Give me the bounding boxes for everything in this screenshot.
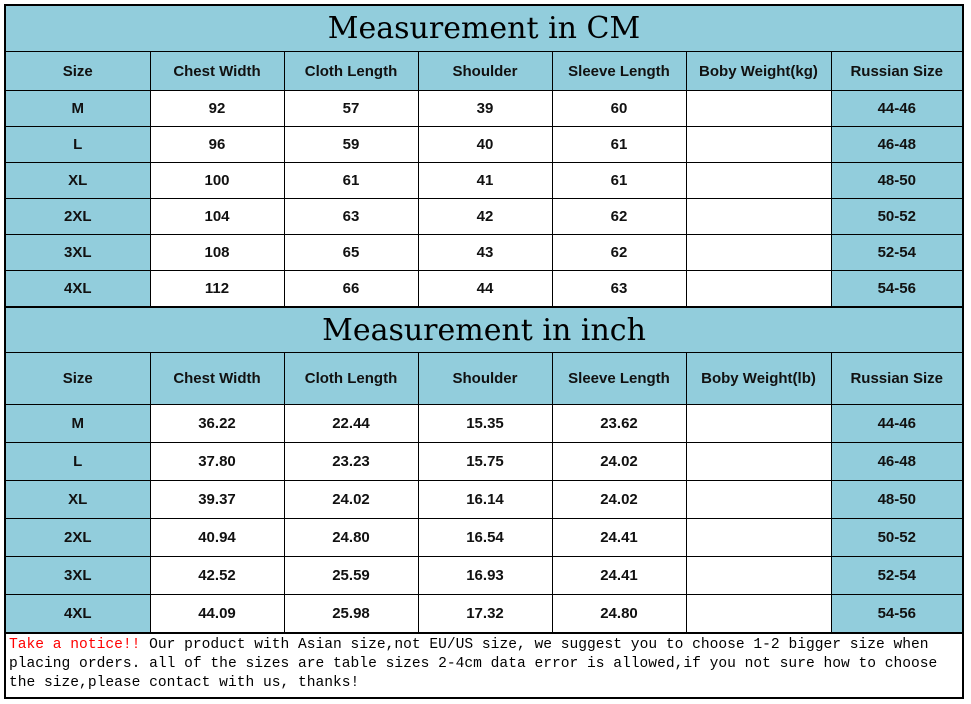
- sleeve-length-cell: 24.41: [552, 557, 686, 595]
- header-chest-width: Chest Width: [150, 52, 284, 91]
- header-russian-size: Russian Size: [831, 353, 962, 405]
- russian-size-cell: 52-54: [831, 235, 962, 271]
- chest-width-cell: 112: [150, 271, 284, 307]
- sleeve-length-cell: 24.41: [552, 519, 686, 557]
- size-cell: XL: [6, 163, 150, 199]
- body-weight-cell: [686, 443, 831, 481]
- cloth-length-cell: 63: [284, 199, 418, 235]
- chest-width-cell: 104: [150, 199, 284, 235]
- cloth-length-cell: 23.23: [284, 443, 418, 481]
- chest-width-cell: 96: [150, 127, 284, 163]
- russian-size-cell: 48-50: [831, 481, 962, 519]
- table-row: [6, 235, 962, 271]
- table-row: [6, 271, 962, 307]
- shoulder-cell: 17.32: [418, 595, 552, 633]
- shoulder-cell: 43: [418, 235, 552, 271]
- shoulder-cell: 16.93: [418, 557, 552, 595]
- header-body-weight: Boby Weight(kg): [686, 52, 831, 91]
- russian-size-cell: 50-52: [831, 199, 962, 235]
- header-size: Size: [6, 52, 150, 91]
- table-row: [6, 443, 962, 481]
- russian-size-cell: 52-54: [831, 557, 962, 595]
- shoulder-cell: 16.54: [418, 519, 552, 557]
- russian-size-cell: 54-56: [831, 595, 962, 633]
- size-chart: [4, 4, 964, 699]
- size-cell: 4XL: [6, 271, 150, 307]
- size-cell: 3XL: [6, 235, 150, 271]
- size-cell: L: [6, 443, 150, 481]
- cloth-length-cell: 22.44: [284, 405, 418, 443]
- size-cell: 3XL: [6, 557, 150, 595]
- body-weight-cell: [686, 595, 831, 633]
- body-weight-cell: [686, 199, 831, 235]
- size-notice: [6, 633, 962, 695]
- body-weight-cell: [686, 519, 831, 557]
- shoulder-cell: 44: [418, 271, 552, 307]
- chest-width-cell: 36.22: [150, 405, 284, 443]
- cloth-length-cell: 24.02: [284, 481, 418, 519]
- header-shoulder: Shoulder: [418, 353, 552, 405]
- table-row: [6, 595, 962, 633]
- table-row: [6, 405, 962, 443]
- header-cloth-length: Cloth Length: [284, 353, 418, 405]
- body-weight-cell: [686, 163, 831, 199]
- header-shoulder: Shoulder: [418, 52, 552, 91]
- cm-table-title: Measurement in CM: [6, 6, 962, 52]
- shoulder-cell: 15.35: [418, 405, 552, 443]
- body-weight-cell: [686, 271, 831, 307]
- chest-width-cell: 108: [150, 235, 284, 271]
- notice-text: Our product with Asian size,not EU/US size, we suggest you to choose 1-2 bigger size when placing orders. all of the sizes are table sizes 2-4cm data error is allowed,if you not sure how to choose the size,please contact with us, thanks!: [9, 637, 938, 691]
- russian-size-cell: 50-52: [831, 519, 962, 557]
- size-cell: 4XL: [6, 595, 150, 633]
- sleeve-length-cell: 62: [552, 199, 686, 235]
- body-weight-cell: [686, 127, 831, 163]
- size-cell: 2XL: [6, 199, 150, 235]
- size-cell: 2XL: [6, 519, 150, 557]
- body-weight-cell: [686, 405, 831, 443]
- sleeve-length-cell: 60: [552, 91, 686, 127]
- russian-size-cell: 44-46: [831, 405, 962, 443]
- chest-width-cell: 92: [150, 91, 284, 127]
- sleeve-length-cell: 63: [552, 271, 686, 307]
- cloth-length-cell: 25.59: [284, 557, 418, 595]
- sleeve-length-cell: 61: [552, 127, 686, 163]
- chest-width-cell: 100: [150, 163, 284, 199]
- table-row: [6, 163, 962, 199]
- cloth-length-cell: 57: [284, 91, 418, 127]
- shoulder-cell: 15.75: [418, 443, 552, 481]
- size-cell: L: [6, 127, 150, 163]
- header-russian-size: Russian Size: [831, 52, 962, 91]
- chest-width-cell: 42.52: [150, 557, 284, 595]
- table-row: [6, 91, 962, 127]
- cloth-length-cell: 65: [284, 235, 418, 271]
- russian-size-cell: 44-46: [831, 91, 962, 127]
- table-row: [6, 557, 962, 595]
- table-row: [6, 481, 962, 519]
- inch-header-row: [6, 353, 962, 405]
- chest-width-cell: 39.37: [150, 481, 284, 519]
- cm-size-table: [6, 52, 962, 307]
- russian-size-cell: 46-48: [831, 443, 962, 481]
- size-cell: XL: [6, 481, 150, 519]
- cloth-length-cell: 66: [284, 271, 418, 307]
- cloth-length-cell: 61: [284, 163, 418, 199]
- sleeve-length-cell: 24.02: [552, 481, 686, 519]
- russian-size-cell: 46-48: [831, 127, 962, 163]
- table-row: [6, 127, 962, 163]
- shoulder-cell: 39: [418, 91, 552, 127]
- body-weight-cell: [686, 235, 831, 271]
- chest-width-cell: 40.94: [150, 519, 284, 557]
- shoulder-cell: 41: [418, 163, 552, 199]
- header-chest-width: Chest Width: [150, 353, 284, 405]
- header-cloth-length: Cloth Length: [284, 52, 418, 91]
- table-row: [6, 199, 962, 235]
- header-body-weight: Boby Weight(lb): [686, 353, 831, 405]
- inch-table-title: Measurement in inch: [6, 307, 962, 353]
- cloth-length-cell: 24.80: [284, 519, 418, 557]
- russian-size-cell: 48-50: [831, 163, 962, 199]
- russian-size-cell: 54-56: [831, 271, 962, 307]
- header-sleeve-length: Sleeve Length: [552, 353, 686, 405]
- header-size: Size: [6, 353, 150, 405]
- cm-header-row: [6, 52, 962, 91]
- cloth-length-cell: 25.98: [284, 595, 418, 633]
- inch-size-table: [6, 353, 962, 633]
- body-weight-cell: [686, 481, 831, 519]
- shoulder-cell: 40: [418, 127, 552, 163]
- size-cell: M: [6, 405, 150, 443]
- sleeve-length-cell: 62: [552, 235, 686, 271]
- shoulder-cell: 16.14: [418, 481, 552, 519]
- shoulder-cell: 42: [418, 199, 552, 235]
- cloth-length-cell: 59: [284, 127, 418, 163]
- header-sleeve-length: Sleeve Length: [552, 52, 686, 91]
- sleeve-length-cell: 23.62: [552, 405, 686, 443]
- size-cell: M: [6, 91, 150, 127]
- sleeve-length-cell: 24.80: [552, 595, 686, 633]
- table-row: [6, 519, 962, 557]
- sleeve-length-cell: 24.02: [552, 443, 686, 481]
- body-weight-cell: [686, 91, 831, 127]
- chest-width-cell: 44.09: [150, 595, 284, 633]
- chest-width-cell: 37.80: [150, 443, 284, 481]
- sleeve-length-cell: 61: [552, 163, 686, 199]
- notice-alert: Take a notice!!: [9, 637, 141, 653]
- body-weight-cell: [686, 557, 831, 595]
